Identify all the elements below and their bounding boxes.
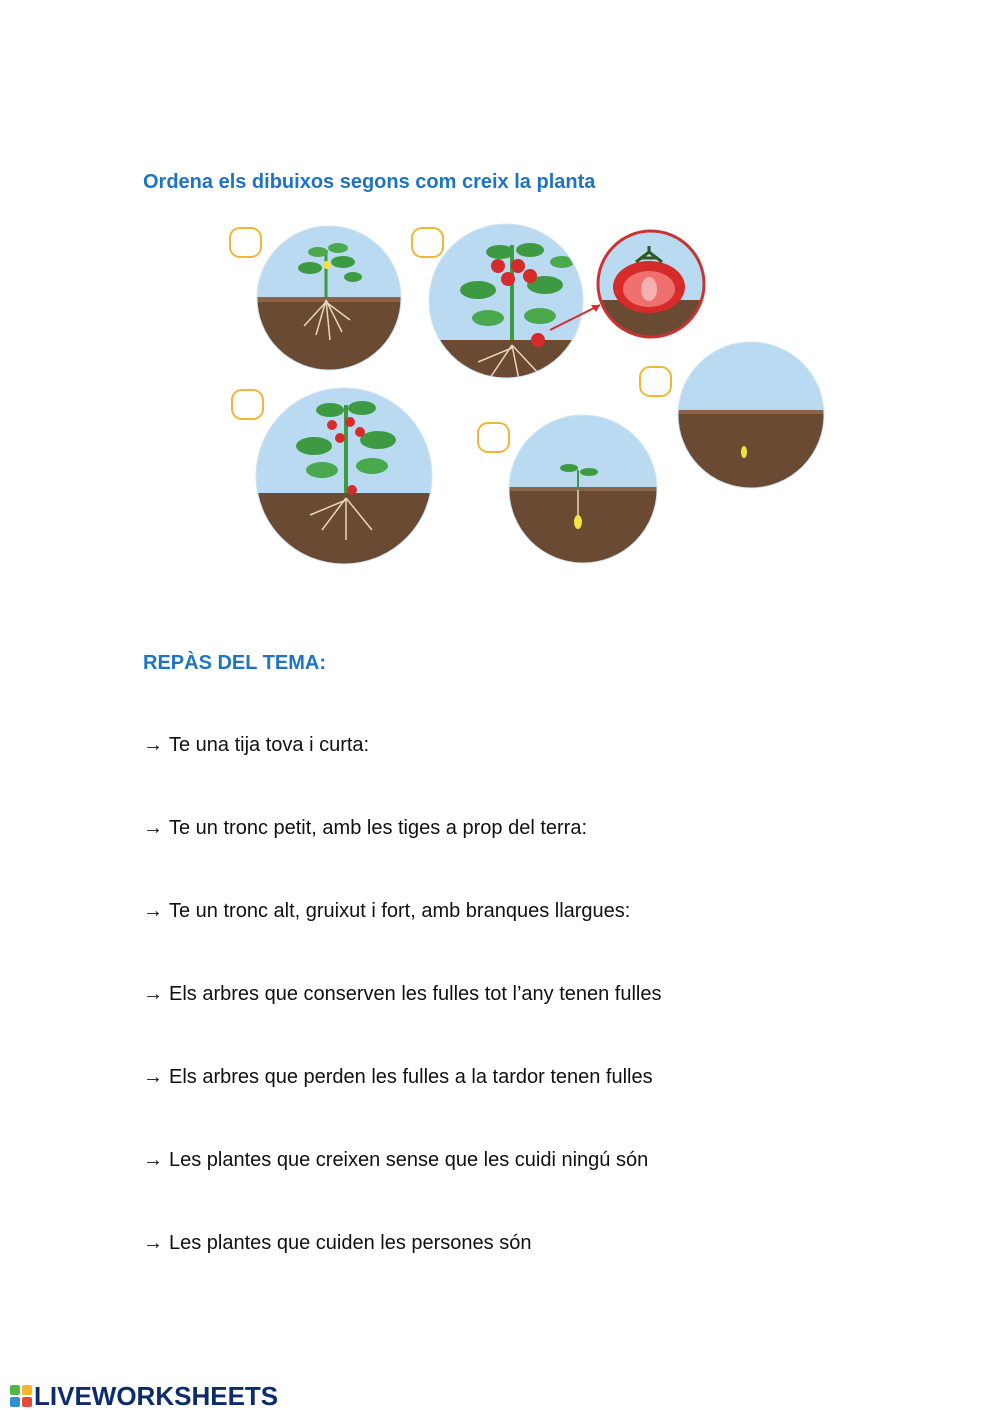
review-item-text: Te un tronc petit, amb les tiges a prop del terra:	[169, 817, 587, 839]
review-item-text: Te una tija tova i curta:	[169, 734, 370, 756]
worksheet-title: Ordena els dibuixos segons com creix la planta	[143, 171, 596, 193]
review-item-2	[143, 817, 587, 840]
review-item-4	[143, 983, 662, 1006]
review-item-text: Te un tronc alt, gruixut i fort, amb branques llargues:	[169, 900, 631, 922]
stage-circle-flowering-plant	[255, 388, 435, 573]
arrow-icon: →	[143, 734, 163, 756]
stage-circle-seedling	[505, 412, 665, 577]
order-input-box-4[interactable]	[478, 423, 509, 452]
review-item-text: Els arbres que conserven les fulles tot l’any tenen fulles	[169, 983, 662, 1005]
arrow-icon: →	[143, 1149, 163, 1171]
review-item-5	[143, 1066, 653, 1089]
brand-wordmark: LIVEWORKSHEETS	[34, 1380, 279, 1411]
review-item-1	[143, 734, 369, 757]
stage-circle-seed	[675, 340, 830, 500]
review-item-text: Els arbres que perden les fulles a la tardor tenen fulles	[169, 1066, 653, 1088]
order-input-box-3[interactable]	[232, 390, 263, 419]
order-input-box-5[interactable]	[640, 367, 671, 396]
review-item-3	[143, 900, 630, 923]
arrow-icon: →	[143, 817, 163, 839]
tomato-closeup-circle	[595, 228, 707, 345]
review-item-7	[143, 1232, 531, 1255]
order-input-box-1[interactable]	[230, 228, 261, 257]
arrow-icon: →	[143, 1066, 163, 1088]
stage-circle-fruiting-plant	[425, 220, 600, 400]
plant-growth-illustration	[0, 0, 1000, 620]
arrow-icon: →	[143, 900, 163, 922]
arrow-icon: →	[143, 983, 163, 1005]
order-input-box-2[interactable]	[412, 228, 443, 257]
stage-circle-young-plant	[250, 220, 410, 387]
review-item-text: Les plantes que cuiden les persones són	[169, 1232, 532, 1254]
review-heading: REPÀS DEL TEMA:	[143, 652, 326, 674]
liveworksheets-logo-icon	[10, 1385, 32, 1407]
liveworksheets-brand	[10, 1380, 278, 1412]
arrow-icon: →	[143, 1232, 163, 1254]
review-item-text: Les plantes que creixen sense que les cuidi ningú són	[169, 1149, 649, 1171]
review-item-6	[143, 1149, 648, 1172]
